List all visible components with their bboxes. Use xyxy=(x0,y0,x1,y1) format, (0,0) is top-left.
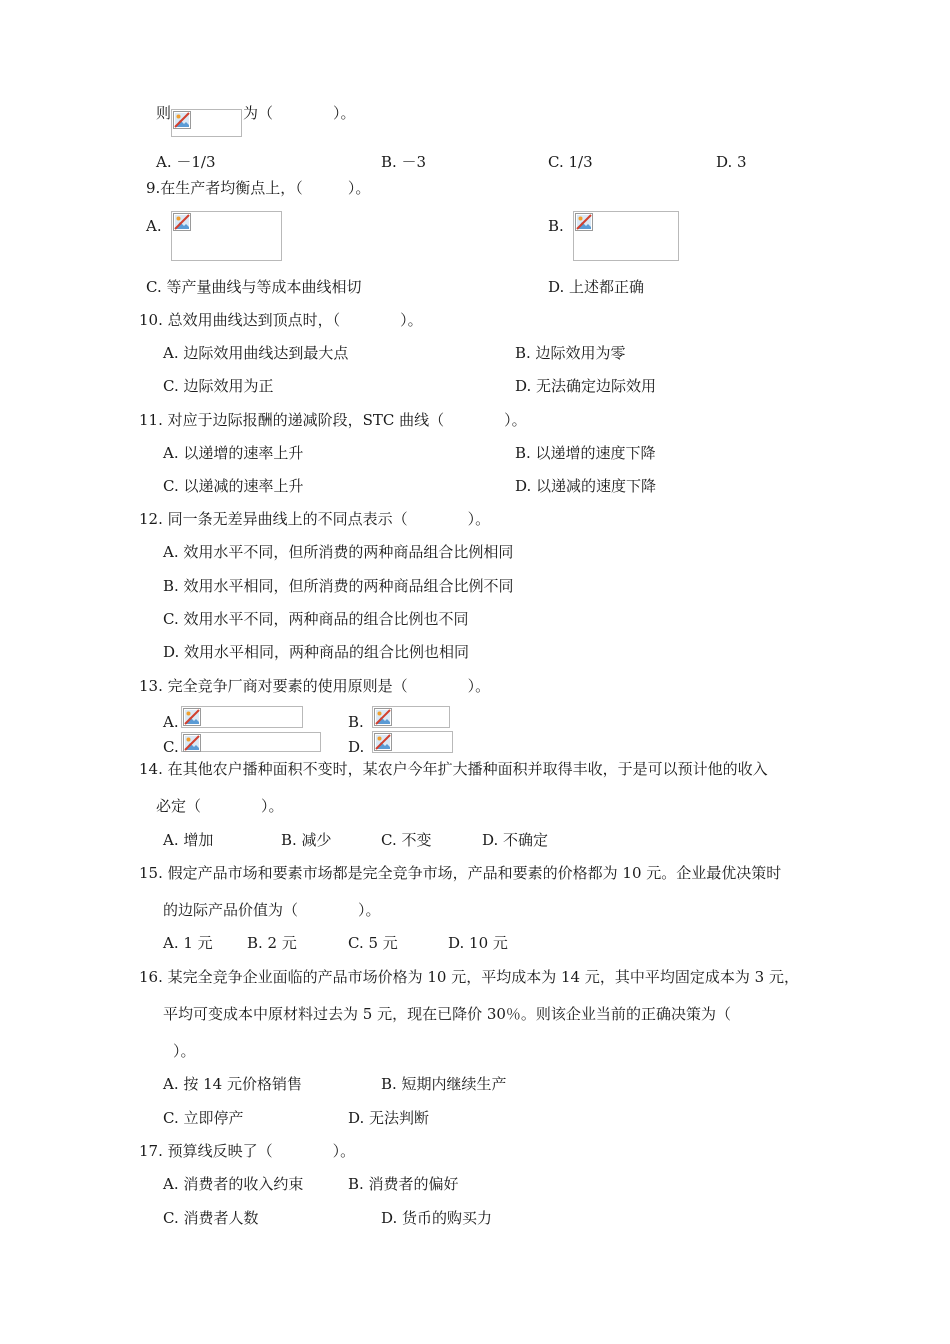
q14-option-b: B. 减少 xyxy=(281,831,332,849)
broken-image-icon xyxy=(183,734,201,752)
q15-stem-continued: 的边际产品价值为（ ）。 xyxy=(163,901,381,919)
q11-stem: 11. 对应于边际报酬的递减阶段，STC 曲线（ ）。 xyxy=(139,411,527,429)
broken-image-icon xyxy=(173,213,191,231)
q11-option-b: B. 以递增的速度下降 xyxy=(515,444,656,462)
q13-option-a-image xyxy=(181,706,303,728)
q17-option-d: D. 货币的购买力 xyxy=(381,1209,493,1227)
q14-option-a: A. 增加 xyxy=(163,831,214,849)
q13-option-d-label: D. xyxy=(348,738,365,756)
q16-stem: 16. 某完全竞争企业面临的产品市场价格为 10 元，平均成本为 14 元，其中平均固定成本为 3 元， xyxy=(139,968,799,986)
q10-stem: 10. 总效用曲线达到顶点时，（ ）。 xyxy=(139,311,423,329)
q9-option-b-label: B. xyxy=(548,217,564,235)
q10-option-b: B. 边际效用为零 xyxy=(515,344,626,362)
broken-image-icon xyxy=(374,708,392,726)
q11-option-d: D. 以递减的速度下降 xyxy=(515,477,657,495)
q13-option-c-image xyxy=(181,732,321,752)
q17-option-a: A. 消费者的收入约束 xyxy=(163,1175,304,1193)
q8-prefix: 则 xyxy=(156,104,172,122)
q9-option-a-image xyxy=(171,211,282,261)
q8-formula-image xyxy=(171,109,242,137)
q13-stem: 13. 完全竞争厂商对要素的使用原则是（ ）。 xyxy=(139,677,491,695)
q14-stem: 14. 在其他农户播种面积不变时，某农户今年扩大播种面积并取得丰收，于是可以预计他的收入 xyxy=(139,760,768,778)
q13-option-b-image xyxy=(372,706,450,728)
q14-stem-continued: 必定（ ）。 xyxy=(156,797,284,815)
q13-option-d-image xyxy=(372,731,453,753)
q8-option-d: D. 3 xyxy=(716,153,747,171)
q9-option-b-image xyxy=(573,211,679,261)
q16-option-c: C. 立即停产 xyxy=(163,1109,244,1127)
q16-option-b: B. 短期内继续生产 xyxy=(381,1075,507,1093)
q16-stem-continued: 平均可变成本中原材料过去为 5 元，现在已降价 30％。则该企业当前的正确决策为（ xyxy=(163,1005,731,1023)
q12-option-b: B. 效用水平相同，但所消费的两种商品组合比例不同 xyxy=(163,577,514,595)
q8-option-b: B. －3 xyxy=(381,153,427,171)
q17-option-c: C. 消费者人数 xyxy=(163,1209,259,1227)
q12-option-d: D. 效用水平相同，两种商品的组合比例也相同 xyxy=(163,643,470,661)
q9-option-d: D. 上述都正确 xyxy=(548,278,645,296)
q17-stem: 17. 预算线反映了（ ）。 xyxy=(139,1142,356,1160)
q15-option-b: B. 2 元 xyxy=(247,934,297,952)
q12-stem: 12. 同一条无差异曲线上的不同点表示（ ）。 xyxy=(139,510,491,528)
q12-option-c: C. 效用水平不同，两种商品的组合比例也不同 xyxy=(163,610,469,628)
q8-option-c: C. 1/3 xyxy=(548,153,593,171)
q8-suffix: 为（ ）。 xyxy=(243,104,356,122)
q16-stem-end: ）。 xyxy=(173,1042,196,1060)
q12-option-a: A. 效用水平不同，但所消费的两种商品组合比例相同 xyxy=(163,543,514,561)
q10-option-d: D. 无法确定边际效用 xyxy=(515,377,657,395)
broken-image-icon xyxy=(183,708,201,726)
q9-stem: 9.在生产者均衡点上，（ ）。 xyxy=(146,179,371,197)
q15-option-d: D. 10 元 xyxy=(448,934,508,952)
q15-option-c: C. 5 元 xyxy=(348,934,398,952)
q16-option-a: A. 按 14 元价格销售 xyxy=(163,1075,302,1093)
q14-option-d: D. 不确定 xyxy=(482,831,549,849)
q10-option-c: C. 边际效用为正 xyxy=(163,377,274,395)
q17-option-b: B. 消费者的偏好 xyxy=(348,1175,459,1193)
q15-option-a: A. 1 元 xyxy=(163,934,213,952)
q9-option-c: C. 等产量曲线与等成本曲线相切 xyxy=(146,278,362,296)
broken-image-icon xyxy=(374,733,392,751)
q14-option-c: C. 不变 xyxy=(381,831,432,849)
q16-option-d: D. 无法判断 xyxy=(348,1109,430,1127)
q13-option-c-label: C. xyxy=(163,738,179,756)
q9-option-a-label: A. xyxy=(146,217,162,235)
q11-option-a: A. 以递增的速率上升 xyxy=(163,444,304,462)
q13-option-b-label: B. xyxy=(348,713,364,731)
q15-stem: 15. 假定产品市场和要素市场都是完全竞争市场，产品和要素的价格都为 10 元。企业最优决策时 xyxy=(139,864,782,882)
q8-option-a: A. －1/3 xyxy=(156,153,216,171)
q11-option-c: C. 以递减的速率上升 xyxy=(163,477,304,495)
q10-option-a: A. 边际效用曲线达到最大点 xyxy=(163,344,349,362)
broken-image-icon xyxy=(575,213,593,231)
q13-option-a-label: A. xyxy=(163,713,179,731)
broken-image-icon xyxy=(173,111,191,129)
